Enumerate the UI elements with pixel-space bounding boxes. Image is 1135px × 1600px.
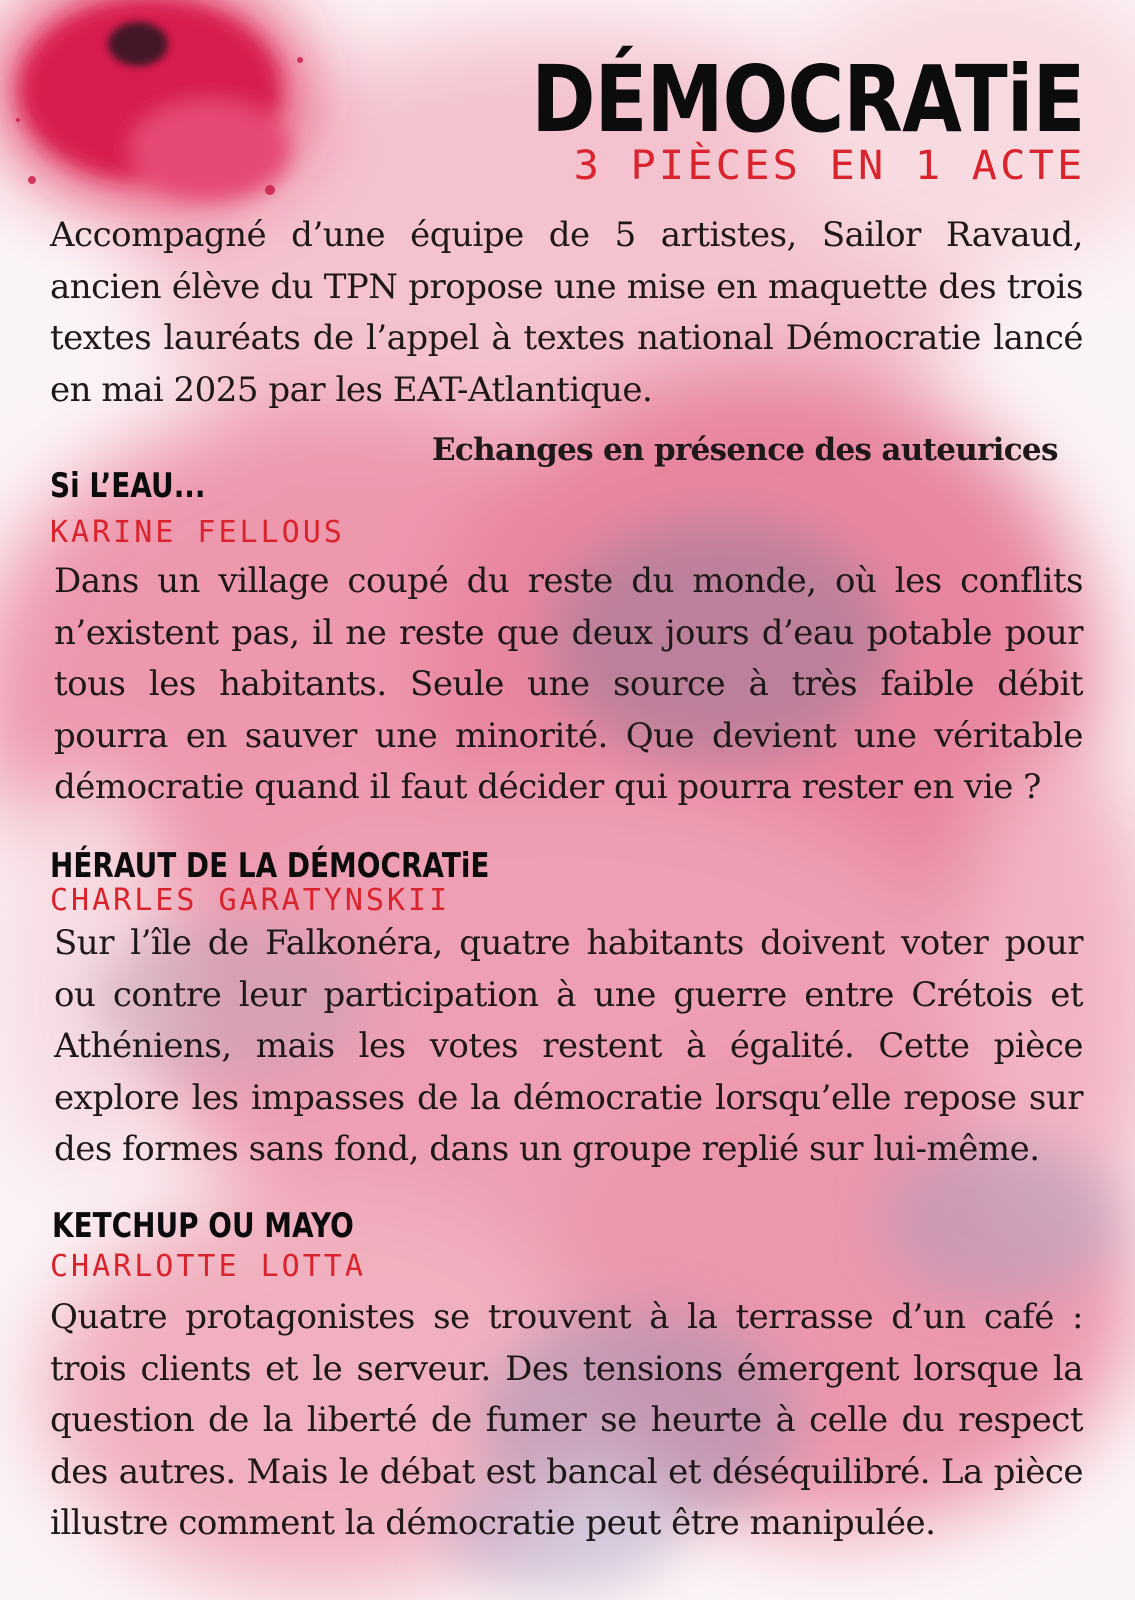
echanges-note: Echanges en présence des auteurices	[432, 432, 1058, 468]
play-title-2: HÉRAUT DE LA DÉMOCRATiE	[50, 846, 490, 886]
play-author-3: CHARLOTTE LOTTA	[50, 1249, 366, 1284]
main-title: DÉMOCRATiE	[531, 46, 1085, 153]
play-description-1: Dans un village coupé du reste du monde, où les conflits n’existent pas, il ne reste que deux jours d’eau potable pour tous les habitants. Seule une source à très faible débit pourra en sauver une minorité. Que devient une véritable démocratie quand il faut décider qui pourra rester en vie ?	[54, 561, 1083, 807]
play-description-2: Sur l’île de Falkonéra, quatre habitants doivent voter pour ou contre leur participation à une guerre entre Crétois et Athéniens, mais les votes restent à égalité. Cette pièce explore les impasses de la démocratie lorsqu’elle repose sur des formes sans fond, dans un groupe replié sur lui-même.	[54, 923, 1083, 1169]
play-description-3: Quatre protagonistes se trouvent à la terrasse d’un café : trois clients et le serveur. Des tensions émergent lorsque la question de la liberté de fumer se heurte à celle du respect des autres. Mais le débat est bancal et déséquilibré. La pièce illustre comment la démocratie peut être manipulée.	[50, 1297, 1083, 1543]
play-author-2: CHARLES GARATYNSKII	[50, 883, 451, 918]
play-title-1: Si L’EAU...	[50, 466, 206, 506]
play-title-3: KETCHUP OU MAYO	[52, 1206, 354, 1246]
play-author-1: KARINE FELLOUS	[50, 515, 345, 550]
intro-paragraph: Accompagné d’une équipe de 5 artistes, Sailor Ravaud, ancien élève du TPN propose une mise en maquette des trois textes lauréats de l’appel à textes national Démocratie lancé en mai 2025 par les EAT-Atlantique.	[50, 215, 1083, 410]
subtitle: 3 PIÈCES EN 1 ACTE	[573, 143, 1085, 189]
